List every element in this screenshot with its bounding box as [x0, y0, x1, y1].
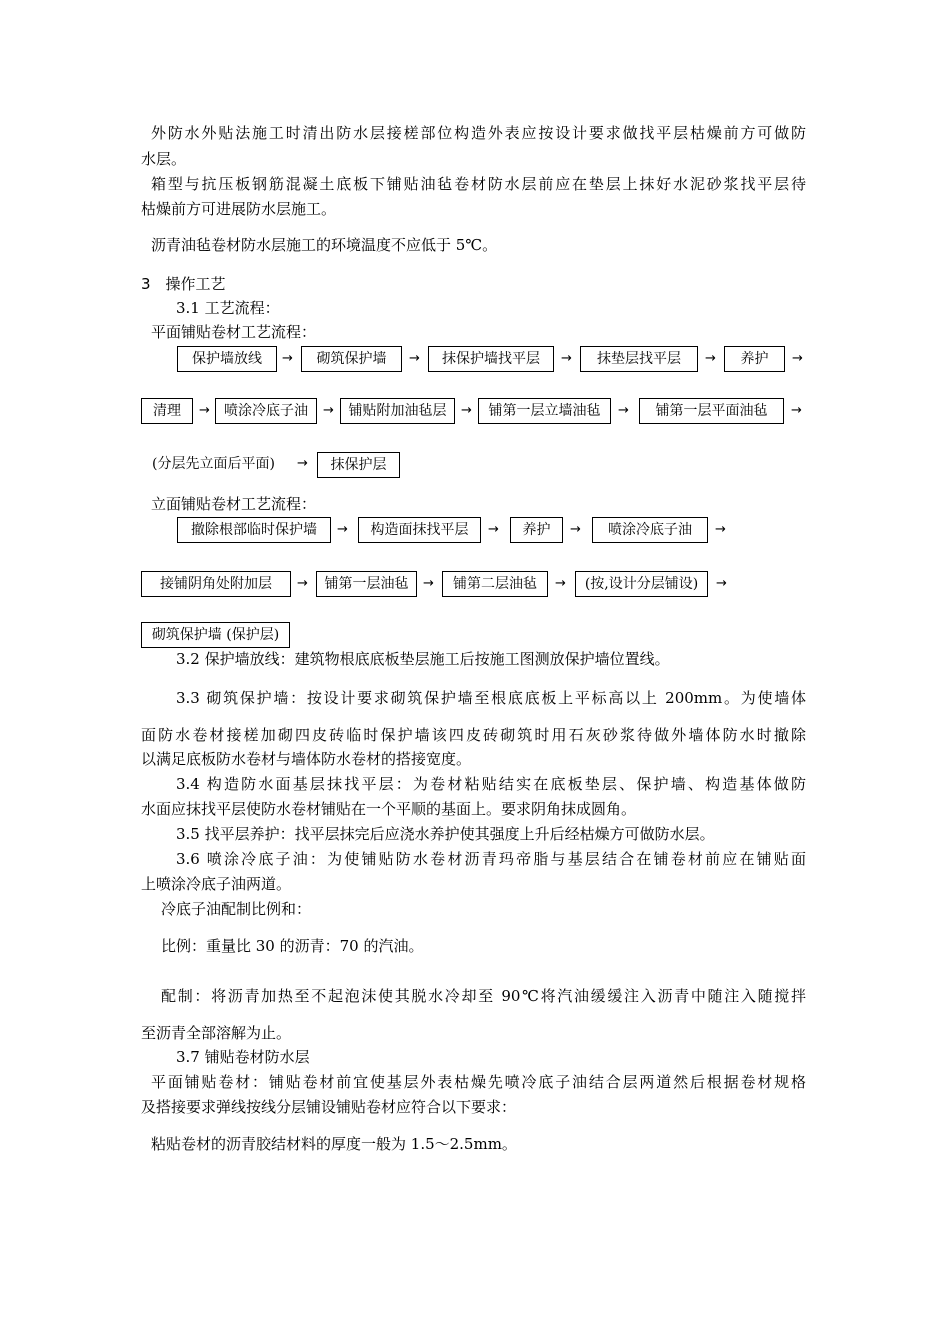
flow-arrow: →: [570, 522, 581, 537]
section-heading: 3 操作工艺: [141, 275, 226, 293]
flow-arrow: →: [561, 351, 572, 366]
flow-arrow: →: [716, 576, 727, 591]
paragraph-line: 3.6 喷涂冷底子油：为使铺贴防水卷材沥青玛帝脂与基层结合在铺卷材前应在铺贴面: [176, 850, 806, 868]
flow-arrow: →: [199, 403, 210, 418]
flow-step-box: 清理: [141, 398, 193, 424]
flow-step-box: 铺第一层立墙油毡: [478, 398, 611, 424]
flow-step-box: 喷涂冷底子油: [215, 398, 317, 424]
flow-step-box: 铺第一层油毡: [316, 571, 417, 597]
flow-arrow: →: [423, 576, 434, 591]
paragraph-line: 配制：将沥青加热至不起泡沫使其脱水冷却至 90℃将汽油缓缓注入沥青中随注入随搅拌: [161, 987, 806, 1005]
subsection-title: 3.1 工艺流程：: [176, 299, 280, 317]
paragraph-line: 箱型与抗压板钢筋混凝土底板下铺贴油毡卷材防水层前应在垫层上抹好水泥砂浆找平层待: [151, 175, 806, 193]
flow-step-box: 养护: [724, 346, 785, 372]
flow-step-box: 铺第一层平面油毡: [639, 398, 784, 424]
flow-step-box: 抹保护墙找平层: [428, 346, 554, 372]
flow-step-box: (按,设计分层铺设): [575, 571, 708, 597]
flow-step-box: 铺第二层油毡: [442, 571, 548, 597]
paragraph-line: 3.2 保护墙放线：建筑物根底底板垫层施工后按施工图测放保护墙位置线。: [176, 650, 670, 668]
paragraph-line: 外防水外贴法施工时清出防水层接槎部位构造外表应按设计要求做找平层枯燥前方可做防: [151, 124, 806, 142]
flow-step-box: 砌筑保护墙: [301, 346, 402, 372]
paragraph-line: 3.4 构造防水面基层抹找平层：为卷材粘贴结实在底板垫层、保护墙、构造基体做防: [176, 775, 806, 793]
paragraph-line: 冷底子油配制比例和：: [161, 900, 312, 918]
flow-arrow: →: [791, 403, 802, 418]
flow-step-box: 接铺阴角处附加层: [141, 571, 291, 597]
flow-arrow: →: [488, 522, 499, 537]
paragraph-line: 上喷涂冷底子油两道。: [141, 875, 292, 893]
flow-title: 平面铺贴卷材工艺流程：: [151, 323, 317, 341]
paragraph-line: 水面应抹找平层使防水卷材铺贴在一个平顺的基面上。要求阴角抹成圆角。: [141, 800, 637, 818]
paragraph-line: 3.5 找平层养护：找平层抹完后应浇水养护使其强度上升后经枯燥方可做防水层。: [176, 825, 715, 843]
paragraph-line: 水层。: [141, 150, 187, 168]
flow-step-box: 保护墙放线: [177, 346, 277, 372]
paragraph-line: 面防水卷材接槎加砌四皮砖临时保护墙该四皮砖砌筑时用石灰砂浆待做外墙体防水时撤除: [141, 726, 806, 744]
paragraph-line: 及搭接要求弹线按线分层铺设铺贴卷材应符合以下要求：: [141, 1098, 517, 1116]
flow-arrow: →: [618, 403, 629, 418]
flow-arrow: →: [705, 351, 716, 366]
paragraph-line: 比例：重量比 30 的沥青：70 的汽油。: [161, 937, 424, 955]
paragraph-line: 粘贴卷材的沥青胶结材料的厚度一般为 1.5～2.5mm。: [151, 1135, 517, 1153]
paragraph-line: 平面铺贴卷材：铺贴卷材前宜使基层外表枯燥先喷冷底子油结合层两道然后根据卷材规格: [151, 1073, 806, 1091]
flow-arrow: →: [337, 522, 348, 537]
paragraph-line: 沥青油毡卷材防水层施工的环境温度不应低于 5℃。: [151, 236, 498, 254]
paragraph-line: 枯燥前方可进展防水层施工。: [141, 200, 337, 218]
flow-arrow: →: [792, 351, 803, 366]
flow-title: 立面铺贴卷材工艺流程：: [151, 495, 317, 513]
flow-arrow: →: [323, 403, 334, 418]
flow-step-box: 抹保护层: [317, 452, 400, 478]
flow-step-box: 喷涂冷底子油: [592, 517, 708, 543]
flow-arrow: →: [461, 403, 472, 418]
flow-arrow: →: [555, 576, 566, 591]
flow-step-box: 构造面抹找平层: [358, 517, 481, 543]
paragraph-line: 3.3 砌筑保护墙：按设计要求砌筑保护墙至根底底板上平标高以上 200mm。为使墙体: [176, 689, 806, 707]
flow-step-box: 砌筑保护墙 (保护层): [141, 622, 290, 648]
flow-step-box: 养护: [510, 517, 563, 543]
flow-arrow: →: [282, 351, 293, 366]
flow-arrow: →: [297, 576, 308, 591]
flow-step-box: 铺贴附加油毡层: [340, 398, 455, 424]
paragraph-line: 至沥青全部溶解为止。: [141, 1024, 292, 1042]
flow-arrow: →: [409, 351, 420, 366]
subsection-title: 3.7 铺贴卷材防水层: [176, 1048, 310, 1066]
flow-note: (分层先立面后平面): [152, 456, 275, 472]
flow-arrow: →: [297, 456, 308, 471]
flow-step-box: 抹垫层找平层: [580, 346, 698, 372]
flow-arrow: →: [715, 522, 726, 537]
paragraph-line: 以满足底板防水卷材与墙体防水卷材的搭接宽度。: [141, 750, 472, 768]
flow-step-box: 撤除根部临时保护墙: [177, 517, 331, 543]
